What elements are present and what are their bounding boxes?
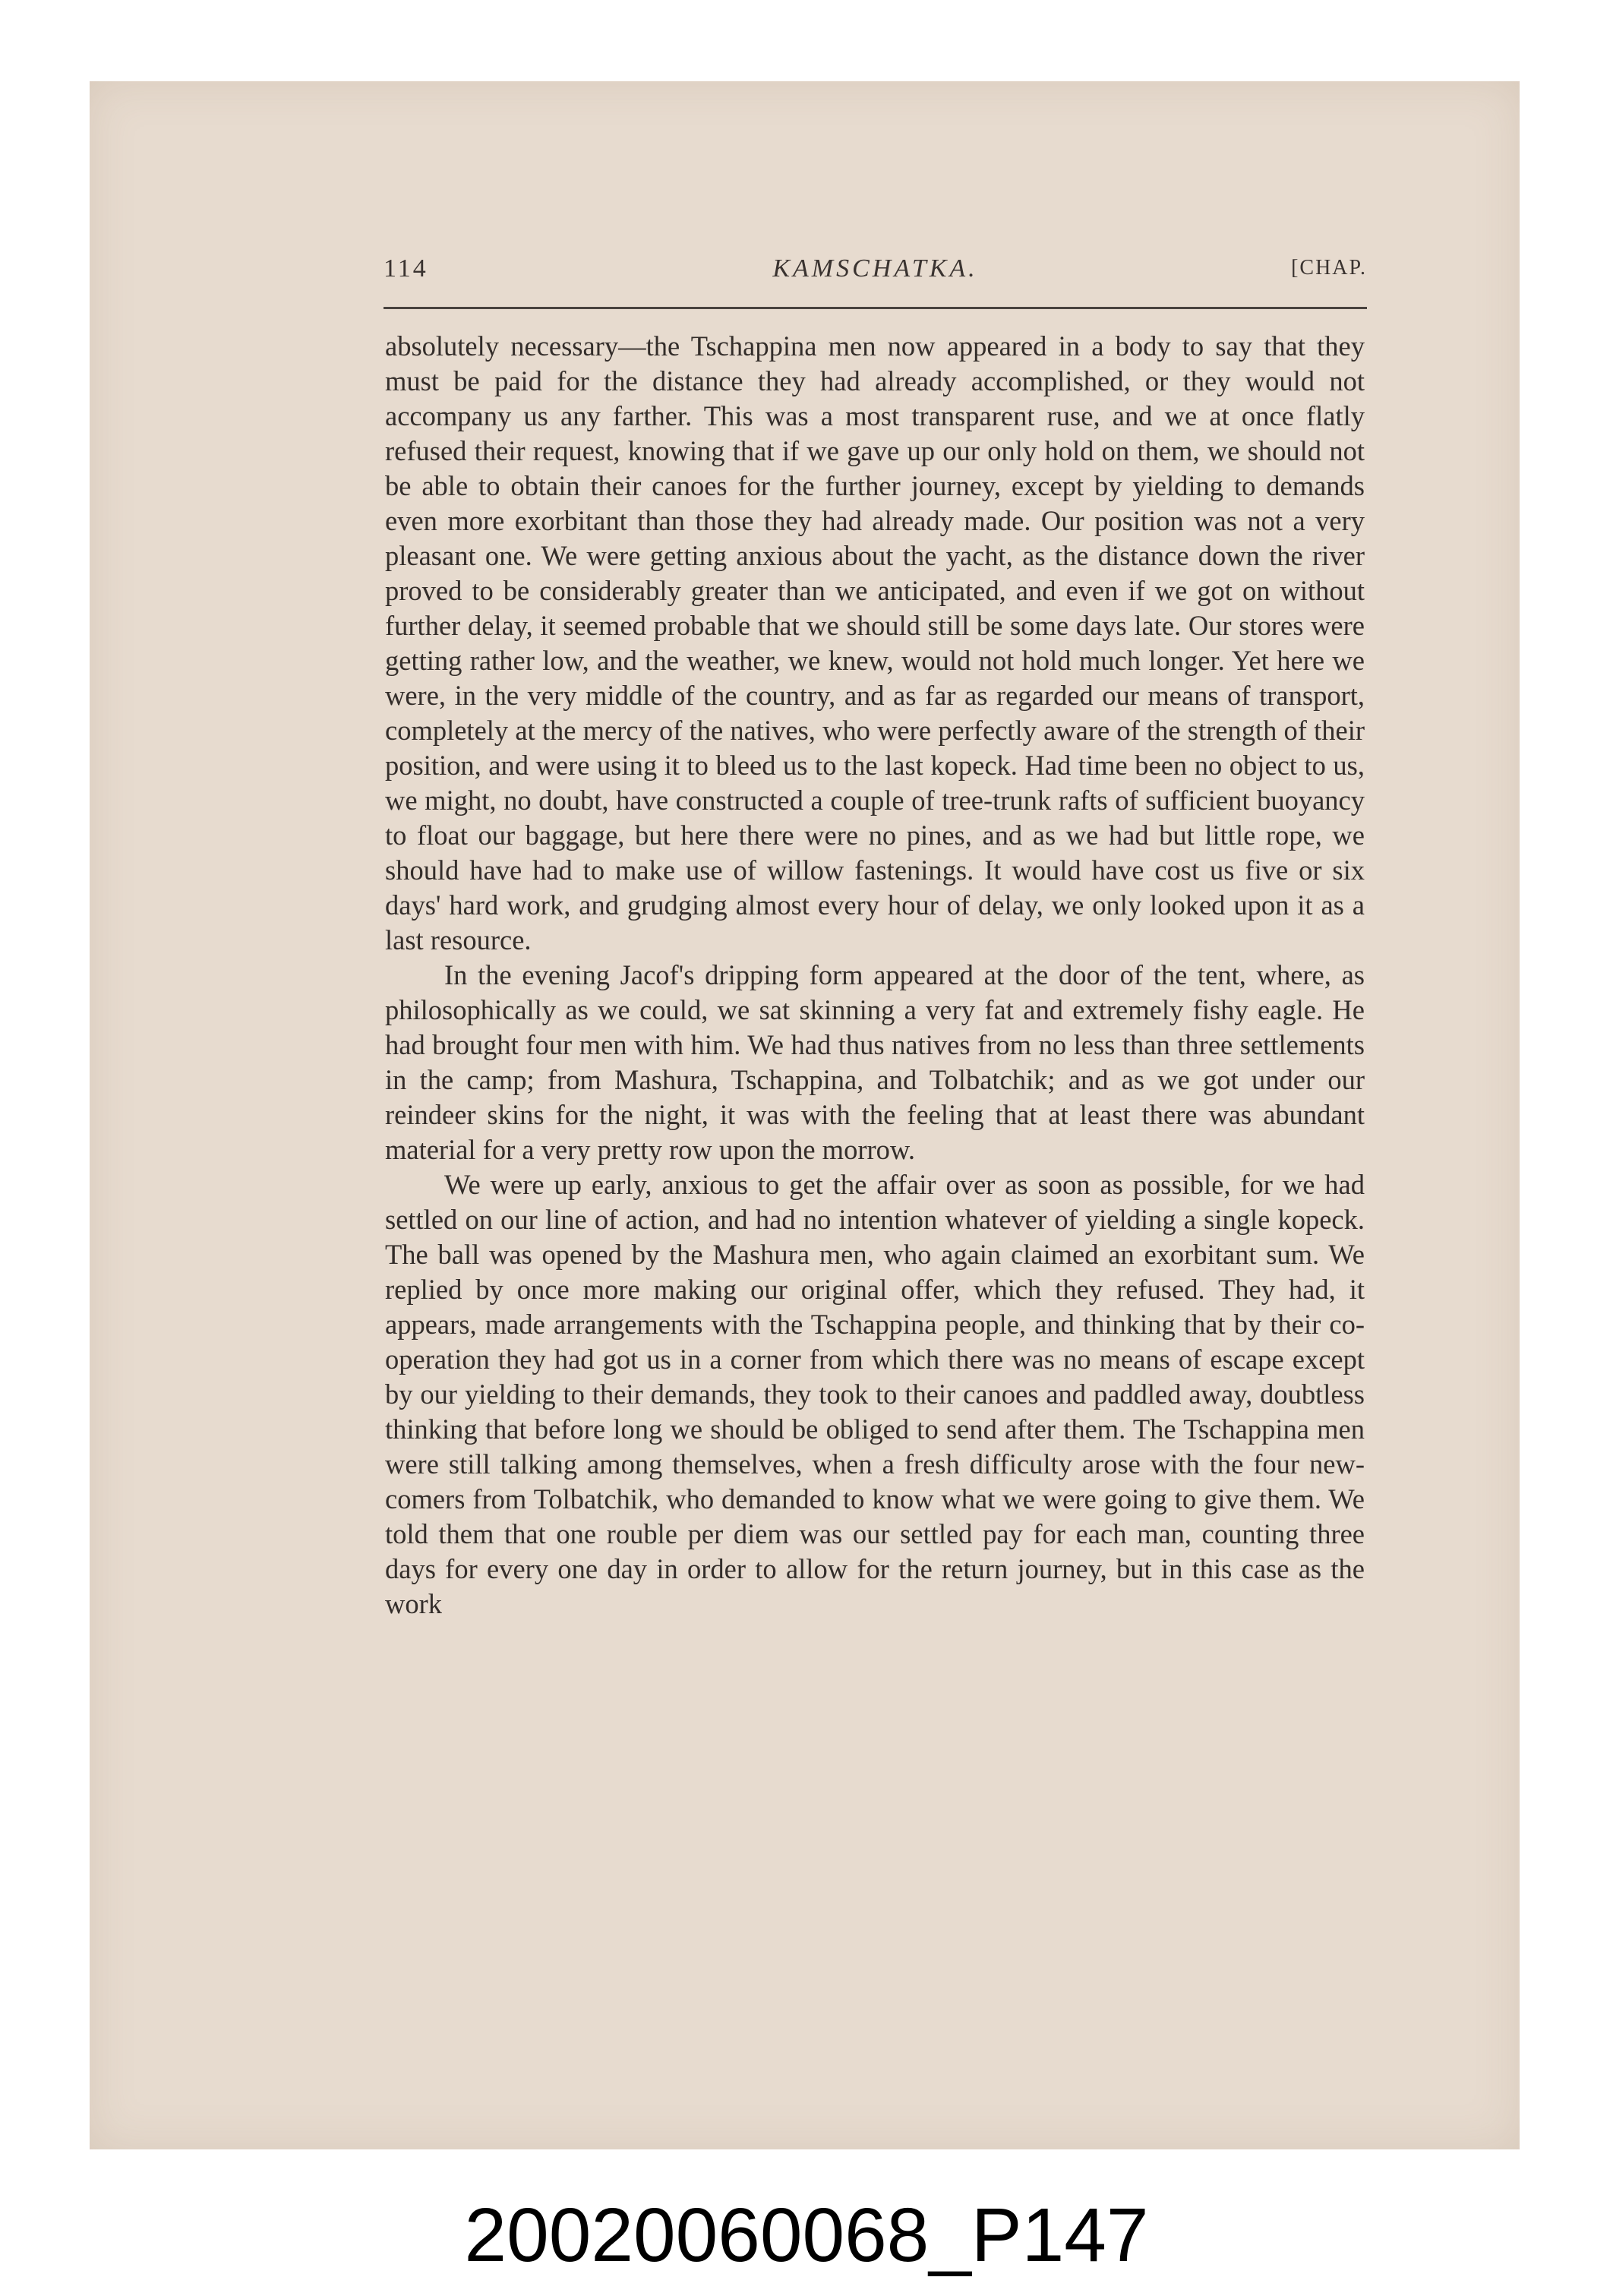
image-identifier-caption: 20020060068_P147 [464,2193,1149,2278]
paragraph-2: In the evening Jacof's dripping form appeared at the door of the tent, where, as philosophically as we could, we sat skinning a very fat and extremely fishy eagle. He had brought four men with him. We had thus natives from no less than three settlements in the camp; from Mashura, Tschappina, and Tolbatchik; and as we got under our reindeer skins for the night, it was with the feeling that at least there was abundant material for a very pretty row upon the morrow. [385,959,1365,1165]
paragraph-1: absolutely necessary—the Tschappina men now appeared in a body to say that they must be paid for the distance they had already accomplished, or they would not accompany us any farther. This was a most transparent ruse, and we at once flatly refused their request, knowing that if we gave up our only hold on them, we should not be able to obtain their canoes for the further journey, except by yielding to demands even more exorbitant than those they had already made. Our position was not a very pleasant one. We were getting anxious about the yacht, as the distance down the river proved to be considerably greater than we anticipated, and even if we got on without further delay, it seemed probable that we should still be some days late. Our stores were getting rather low, and the weather, we knew, would not hold much longer. Yet here we were, in the very middle of the country, and as far as regarded our means of transport, completely at the mercy of the natives, who were perfectly aware of the strength of their position, and were using it to bleed us to the last kopeck. Had time been no object to us, we might, no doubt, have constructed a couple of tree-trunk rafts of sufficient buoyancy to float our baggage, but here there were no pines, and as we had but little rope, we should have had to make use of willow fastenings. It would have cost us five or six days' hard work, and grudging almost every hour of delay, we only looked upon it as a last resource. [385,330,1365,955]
page-header [384,254,1367,285]
paragraph-3: We were up early, anxious to get the affair over as soon as possible, for we had settled on our line of action, and had no intention whatever of yielding a single kopeck. The ball was opened by the Mashura men, who again claimed an exorbitant sum. We replied by once more making our original offer, which they refused. They had, it appears, made arrangements with the Tschappina people, and thinking that by their co-operation they had got us in a corner from which there was no means of escape except by our yielding to their demands, they took to their canoes and paddled away, doubtless thinking that before long we should be obliged to send after them. The Tschappina men were still talking among themselves, when a fresh difficulty arose with the four new-comers from Tolbatchik, who demanded to know what we were going to give them. We told them that one rouble per diem was our settled pay for each man, counting three days for every one day in order to allow for the return journey, but in this case as the work [385,1169,1365,1619]
chapter-marker: [CHAP. [1291,256,1367,279]
body-text [385,329,1365,1622]
running-title: KAMSCHATKA. [772,254,978,283]
header-rule [384,307,1367,309]
page-number: 114 [384,254,428,283]
